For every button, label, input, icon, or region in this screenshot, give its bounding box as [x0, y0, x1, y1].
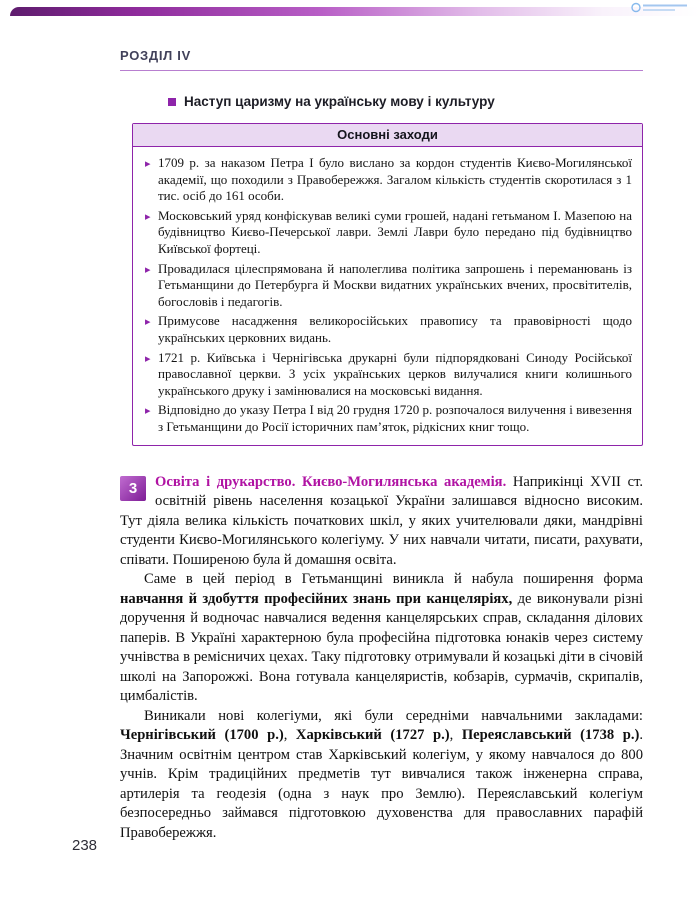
text-segment: Чернігівський (1700 р.)	[120, 727, 284, 743]
paragraph	[120, 473, 643, 571]
measure-item	[145, 402, 632, 435]
measure-text: Примусове насадження великоросійських правопису та правовірності щодо українських церковних видань.	[158, 313, 632, 345]
chapter-heading: РОЗДІЛ IV	[120, 48, 191, 63]
measure-item	[145, 155, 632, 205]
measure-text: Московський уряд конфіскував великі суми грошей, надані гетьманом І. Мазепою на будівництво Києво-Печерської лаври. Землі Лаври було передано під будівництво Київської фортеці.	[158, 207, 632, 256]
square-bullet-icon	[168, 98, 176, 106]
text-segment: . Значним освітнім центром став Харківський колегіум, у якому навчалося до 800 учнів. Крім традиційних предметів тут вивчалися також інженерна справа, артилерія та геодезія (одна з наук про Землю). Переяславський колегіум безпосередньо займався підготовкою духовенства для православних парафій Правобережжя.	[120, 727, 644, 841]
arrow-bullet-icon: ▸	[145, 315, 151, 329]
chapter-divider	[120, 70, 643, 71]
text-segment: ,	[283, 727, 296, 743]
measures-table	[132, 123, 643, 446]
text-segment: Саме в цей період в Гетьманщині виникла й набула поширення форма	[144, 571, 643, 587]
measure-item	[145, 350, 632, 400]
text-segment: Наприкінці XVII ст. освітній рівень населення козацької України залишався відносно високим. Тут діяла велика кількість початкових шкіл, у яких учителювали дяки, мандрівні студенти Києво-Могилянського колегіуму. У них навчали читати, писати, рахувати, співати. Поширеною була й домашня освіта.	[120, 473, 643, 568]
measure-text: Відповідно до указу Петра І від 20 грудня 1720 р. розпочалося вилучення і вивезення з Гетьманщини до Росії історичних пам’яток, рідкісних книг тощо.	[158, 402, 632, 434]
measure-item	[145, 261, 632, 311]
measures-list	[133, 147, 642, 445]
measure-text: 1709 р. за наказом Петра І було вислано за кордон студентів Києво-Могилянської академії, що походили з Правобережжя. Загалом кількість студентів скоротилася з 1 тис. осіб до 161 особи.	[158, 155, 632, 204]
arrow-bullet-icon: ▸	[145, 209, 151, 223]
page-content	[120, 0, 643, 843]
text-segment: Виникали нові колегіуми, які були середніми навчальними закладами:	[144, 707, 643, 724]
text-segment: Харківський (1727 р.)	[295, 727, 450, 743]
section-number-badge: 3	[120, 476, 146, 501]
measure-item	[145, 208, 632, 258]
paragraph	[120, 570, 643, 707]
text-segment: ,	[449, 727, 462, 743]
text-segment: навчання й здобуття професійних знань при канцеляріях,	[120, 590, 513, 607]
table-title: Основні заходи	[133, 124, 642, 147]
arrow-bullet-icon: ▸	[145, 262, 151, 276]
intro-bullet-row	[120, 94, 643, 109]
page-number: 238	[72, 837, 98, 854]
section-title: Освіта і друкарство. Києво-Могилянська академія.	[155, 473, 513, 490]
arrow-bullet-icon: ▸	[145, 157, 151, 170]
section-education	[120, 473, 643, 844]
measure-item	[145, 313, 632, 346]
intro-bullet-text: Наступ царизму на українську мову і культуру	[184, 94, 495, 109]
text-segment: Переяславський (1738 р.)	[461, 727, 640, 743]
paragraph	[120, 707, 643, 844]
measure-text: 1721 р. Київська і Чернігівська друкарні були підпорядковані Синоду Російської православної церкви. З усіх українських церков вилучалися книги колишнього українського друку і замінювалися на московські видання.	[158, 349, 632, 398]
measure-text: Провадилася цілеспрямована й наполеглива політика запрошень і переманювань із Гетьманщини до Петербурга й Москви видатних українських вчених, просвітителів, богословів і педагогів.	[158, 260, 632, 309]
text-segment: де виконували різні доручення й водночас навчалися ведення канцелярських справ, складання ділових паперів. В Україні характерною була професійна підготовка юнаків через систему учнівства в ремісничих цехах. Таку підготовку отримували й козацькі діти в січовій школі на Запорожжі. Вона готувала канцеляристів, кобзарів, сурмачів, скрипалів, цимбалістів.	[120, 590, 643, 704]
arrow-bullet-icon: ▸	[145, 404, 151, 418]
arrow-bullet-icon: ▸	[145, 351, 151, 365]
